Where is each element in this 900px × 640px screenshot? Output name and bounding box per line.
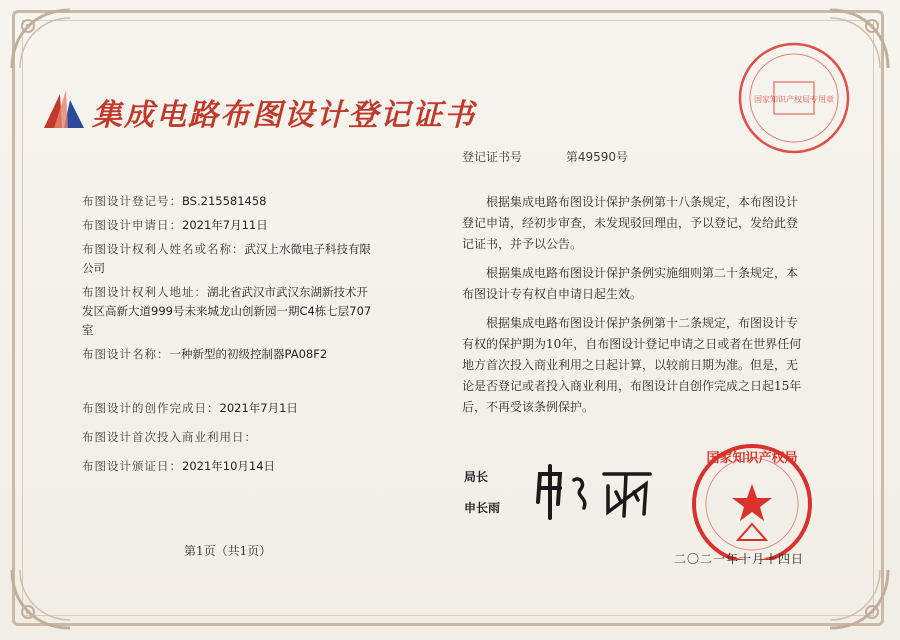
field-first-commercial-use: 布图设计首次投入商业利用日：	[82, 430, 257, 444]
certificate-number	[462, 148, 628, 165]
signatory-role: 局长	[464, 470, 489, 484]
paragraph: 根据集成电路布图设计保护条例第十八条规定，本布图设计登记申请，经初步审查，未发现驳回理由，予以登记，发给此登记证书，并予以公告。	[462, 195, 799, 251]
corner-ornament-icon	[6, 564, 76, 634]
cert-number-label: 登记证书号	[462, 150, 523, 164]
signatory-name: 申长雨	[464, 501, 501, 515]
field-creation-date: 布图设计的创作完成日：2021年7月1日	[82, 401, 298, 415]
official-seal-small	[736, 40, 852, 156]
field-registration-no: 布图设计登记号：BS.215581458	[82, 194, 267, 208]
design-info-fields	[82, 192, 372, 481]
field-owner-address: 布图设计权利人地址：湖北省武汉市武汉东湖新技术开发区高新大道999号未来城龙山创新园一期C4栋七层707室	[82, 285, 372, 337]
svg-text:国家知识产权局专用章: 国家知识产权局专用章	[754, 95, 834, 104]
corner-ornament-icon	[824, 564, 894, 634]
field-owner-name: 布图设计权利人姓名或名称：武汉上水微电子科技有限公司	[82, 242, 371, 275]
certificate-title: 集成电路布图设计登记证书	[92, 98, 476, 133]
cert-number-value: 第49590号	[565, 150, 629, 164]
signatory	[464, 468, 500, 516]
official-seal-large	[672, 440, 832, 560]
field-design-name: 布图设计名称：一种新型的初级控制器PA08F2	[82, 347, 328, 361]
page-number: 第1页（共1页）	[184, 544, 272, 558]
legal-text	[462, 192, 802, 426]
issue-date: 二〇二一年十月十四日	[674, 552, 805, 566]
handwritten-signature	[530, 462, 660, 522]
ip-logo-icon	[40, 88, 86, 134]
svg-text:国家知识产权局: 国家知识产权局	[706, 451, 798, 466]
field-application-date: 布图设计申请日：2021年7月11日	[82, 218, 268, 232]
paragraph: 根据集成电路布图设计保护条例实施细则第二十条规定，本布图设计专有权自申请日起生效。	[462, 266, 799, 301]
corner-ornament-icon	[6, 4, 76, 74]
paragraph: 根据集成电路布图设计保护条例第十二条规定，布图设计专有权的保护期为10年，自布图设计登记申请之日或者在世界任何地方首次投入商业利用之日起计算，以较前日期为准。但是，无论是否登记或者投入商业利用，布图设计自创作完成之日起15年后，不再受该条例保护。	[462, 316, 802, 414]
field-issue-date: 布图设计颁证日：2021年10月14日	[82, 459, 276, 473]
